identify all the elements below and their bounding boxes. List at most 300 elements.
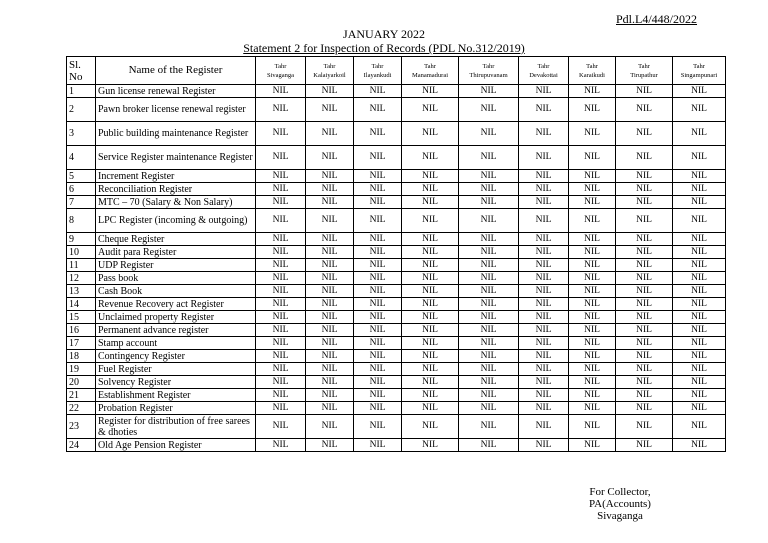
row-value-cell: NIL <box>306 98 354 122</box>
row-register-name: Pawn broker license renewal register <box>96 98 256 122</box>
row-value-cell: NIL <box>306 311 354 324</box>
row-register-name: Stamp account <box>96 337 256 350</box>
row-value-cell: NIL <box>256 402 306 415</box>
taluk-name: Devakottai <box>529 71 558 79</box>
row-value-cell: NIL <box>354 209 402 233</box>
row-value-cell: NIL <box>459 146 519 170</box>
row-sl-no: 4 <box>67 146 96 170</box>
row-sl-no: 10 <box>67 246 96 259</box>
row-value-cell: NIL <box>459 259 519 272</box>
row-value-cell: NIL <box>354 363 402 376</box>
row-value-cell: NIL <box>354 122 402 146</box>
taluk-name: Sivaganga <box>266 71 295 79</box>
row-register-name: Contingency Register <box>96 350 256 363</box>
row-value-cell: NIL <box>402 246 459 259</box>
row-sl-no: 24 <box>67 439 96 452</box>
table-row <box>67 415 726 439</box>
row-value-cell: NIL <box>306 259 354 272</box>
row-value-cell: NIL <box>459 183 519 196</box>
row-value-cell: NIL <box>354 285 402 298</box>
taluk-prefix: Tahr <box>693 62 705 70</box>
row-register-name: Solvency Register <box>96 376 256 389</box>
row-value-cell: NIL <box>402 146 459 170</box>
row-value-cell: NIL <box>616 85 673 98</box>
taluk-name: Ilayankudi <box>363 71 392 79</box>
row-register-name: Establishment Register <box>96 389 256 402</box>
table-row <box>67 233 726 246</box>
row-value-cell: NIL <box>354 196 402 209</box>
page-subtitle: Statement 2 for Inspection of Records (PDL No.312/2019) <box>243 41 525 55</box>
row-sl-no: 2 <box>67 98 96 122</box>
row-value-cell: NIL <box>306 439 354 452</box>
row-value-cell: NIL <box>256 272 306 285</box>
row-value-cell: NIL <box>306 389 354 402</box>
table-row <box>67 146 726 170</box>
table-row <box>67 389 726 402</box>
row-value-cell: NIL <box>673 415 726 439</box>
row-value-cell: NIL <box>673 337 726 350</box>
row-register-name: Gun license renewal Register <box>96 85 256 98</box>
table-row <box>67 439 726 452</box>
row-value-cell: NIL <box>354 311 402 324</box>
row-value-cell: NIL <box>354 170 402 183</box>
register-table <box>66 56 726 452</box>
row-value-cell: NIL <box>256 98 306 122</box>
row-value-cell: NIL <box>256 183 306 196</box>
row-sl-no: 17 <box>67 337 96 350</box>
row-value-cell: NIL <box>306 376 354 389</box>
column-header-taluk <box>519 57 569 85</box>
row-value-cell: NIL <box>459 298 519 311</box>
row-sl-no: 1 <box>67 85 96 98</box>
taluk-name: Manamadurai <box>411 71 449 79</box>
row-register-name: Audit para Register <box>96 246 256 259</box>
row-value-cell: NIL <box>402 402 459 415</box>
reference-number: Pdl.L4/448/2022 <box>616 12 698 26</box>
row-value-cell: NIL <box>616 285 673 298</box>
row-value-cell: NIL <box>519 337 569 350</box>
row-value-cell: NIL <box>459 376 519 389</box>
table-row <box>67 122 726 146</box>
row-value-cell: NIL <box>616 170 673 183</box>
row-value-cell: NIL <box>402 389 459 402</box>
row-value-cell: NIL <box>569 146 616 170</box>
row-value-cell: NIL <box>402 439 459 452</box>
row-sl-no: 12 <box>67 272 96 285</box>
row-value-cell: NIL <box>673 272 726 285</box>
row-value-cell: NIL <box>256 439 306 452</box>
row-register-name: Old Age Pension Register <box>96 439 256 452</box>
row-value-cell: NIL <box>673 146 726 170</box>
table-row <box>67 259 726 272</box>
column-header-taluk <box>256 57 306 85</box>
row-value-cell: NIL <box>459 209 519 233</box>
row-register-name: Probation Register <box>96 402 256 415</box>
row-value-cell: NIL <box>673 285 726 298</box>
row-value-cell: NIL <box>519 285 569 298</box>
row-value-cell: NIL <box>569 311 616 324</box>
row-value-cell: NIL <box>673 363 726 376</box>
row-value-cell: NIL <box>616 324 673 337</box>
row-value-cell: NIL <box>519 363 569 376</box>
row-value-cell: NIL <box>402 324 459 337</box>
row-register-name: Pass book <box>96 272 256 285</box>
row-value-cell: NIL <box>616 376 673 389</box>
row-value-cell: NIL <box>616 196 673 209</box>
row-value-cell: NIL <box>673 85 726 98</box>
taluk-prefix: Tahr <box>537 62 550 70</box>
row-value-cell: NIL <box>256 259 306 272</box>
table-row <box>67 350 726 363</box>
row-value-cell: NIL <box>306 209 354 233</box>
row-value-cell: NIL <box>354 272 402 285</box>
row-value-cell: NIL <box>306 402 354 415</box>
row-value-cell: NIL <box>354 376 402 389</box>
row-value-cell: NIL <box>256 233 306 246</box>
row-value-cell: NIL <box>673 233 726 246</box>
row-value-cell: NIL <box>519 272 569 285</box>
row-value-cell: NIL <box>569 183 616 196</box>
row-value-cell: NIL <box>569 363 616 376</box>
row-value-cell: NIL <box>256 285 306 298</box>
column-header-taluk <box>402 57 459 85</box>
row-value-cell: NIL <box>354 85 402 98</box>
row-value-cell: NIL <box>569 350 616 363</box>
row-value-cell: NIL <box>519 298 569 311</box>
row-value-cell: NIL <box>673 209 726 233</box>
row-value-cell: NIL <box>616 311 673 324</box>
row-value-cell: NIL <box>616 122 673 146</box>
row-value-cell: NIL <box>354 350 402 363</box>
row-value-cell: NIL <box>673 324 726 337</box>
row-value-cell: NIL <box>256 122 306 146</box>
row-value-cell: NIL <box>569 376 616 389</box>
signoff-line-1: For Collector, <box>589 486 651 498</box>
row-register-name: MTC – 70 (Salary & Non Salary) <box>96 196 256 209</box>
row-value-cell: NIL <box>354 298 402 311</box>
row-value-cell: NIL <box>673 298 726 311</box>
row-value-cell: NIL <box>519 183 569 196</box>
row-value-cell: NIL <box>673 183 726 196</box>
row-value-cell: NIL <box>569 285 616 298</box>
taluk-prefix: Tahr <box>371 62 384 70</box>
table-row <box>67 85 726 98</box>
row-value-cell: NIL <box>402 196 459 209</box>
row-value-cell: NIL <box>569 246 616 259</box>
column-header-taluk <box>459 57 519 85</box>
row-value-cell: NIL <box>306 285 354 298</box>
table-row <box>67 209 726 233</box>
row-value-cell: NIL <box>402 376 459 389</box>
row-sl-no: 16 <box>67 324 96 337</box>
row-value-cell: NIL <box>402 122 459 146</box>
row-value-cell: NIL <box>354 183 402 196</box>
row-value-cell: NIL <box>569 298 616 311</box>
row-value-cell: NIL <box>673 246 726 259</box>
row-register-name: Reconciliation Register <box>96 183 256 196</box>
row-value-cell: NIL <box>616 183 673 196</box>
row-value-cell: NIL <box>519 402 569 415</box>
row-value-cell: NIL <box>616 259 673 272</box>
row-value-cell: NIL <box>616 233 673 246</box>
row-value-cell: NIL <box>519 170 569 183</box>
row-value-cell: NIL <box>306 122 354 146</box>
row-value-cell: NIL <box>256 350 306 363</box>
row-value-cell: NIL <box>256 324 306 337</box>
table-row <box>67 246 726 259</box>
signoff-line-2: PA(Accounts) <box>589 498 651 510</box>
row-value-cell: NIL <box>256 170 306 183</box>
row-value-cell: NIL <box>569 324 616 337</box>
row-value-cell: NIL <box>354 233 402 246</box>
row-value-cell: NIL <box>616 350 673 363</box>
row-value-cell: NIL <box>569 98 616 122</box>
row-value-cell: NIL <box>519 439 569 452</box>
row-value-cell: NIL <box>402 298 459 311</box>
row-value-cell: NIL <box>354 337 402 350</box>
table-row <box>67 196 726 209</box>
row-value-cell: NIL <box>569 415 616 439</box>
row-value-cell: NIL <box>519 259 569 272</box>
row-value-cell: NIL <box>616 146 673 170</box>
row-value-cell: NIL <box>616 363 673 376</box>
row-value-cell: NIL <box>354 259 402 272</box>
row-value-cell: NIL <box>306 246 354 259</box>
column-header-taluk <box>354 57 402 85</box>
row-value-cell: NIL <box>519 122 569 146</box>
row-value-cell: NIL <box>459 402 519 415</box>
row-value-cell: NIL <box>459 122 519 146</box>
row-value-cell: NIL <box>569 209 616 233</box>
row-value-cell: NIL <box>616 272 673 285</box>
row-sl-no: 19 <box>67 363 96 376</box>
taluk-name: Singampunari <box>680 71 718 79</box>
row-value-cell: NIL <box>256 298 306 311</box>
row-value-cell: NIL <box>402 285 459 298</box>
row-value-cell: NIL <box>256 363 306 376</box>
row-value-cell: NIL <box>402 415 459 439</box>
row-value-cell: NIL <box>306 415 354 439</box>
row-sl-no: 20 <box>67 376 96 389</box>
row-value-cell: NIL <box>569 170 616 183</box>
row-value-cell: NIL <box>616 389 673 402</box>
row-value-cell: NIL <box>519 311 569 324</box>
row-register-name: Unclaimed property Register <box>96 311 256 324</box>
column-header-taluk <box>569 57 616 85</box>
taluk-prefix: Tahr <box>482 62 495 70</box>
column-header-taluk <box>673 57 726 85</box>
row-value-cell: NIL <box>519 246 569 259</box>
row-sl-no: 21 <box>67 389 96 402</box>
row-value-cell: NIL <box>519 146 569 170</box>
row-value-cell: NIL <box>569 439 616 452</box>
row-value-cell: NIL <box>519 376 569 389</box>
row-value-cell: NIL <box>519 85 569 98</box>
row-value-cell: NIL <box>459 85 519 98</box>
taluk-prefix: Tahr <box>323 62 336 70</box>
row-value-cell: NIL <box>616 415 673 439</box>
row-sl-no: 7 <box>67 196 96 209</box>
table-row <box>67 337 726 350</box>
row-value-cell: NIL <box>306 233 354 246</box>
row-value-cell: NIL <box>616 439 673 452</box>
row-sl-no: 5 <box>67 170 96 183</box>
row-value-cell: NIL <box>306 363 354 376</box>
row-value-cell: NIL <box>354 389 402 402</box>
row-value-cell: NIL <box>519 209 569 233</box>
row-value-cell: NIL <box>354 402 402 415</box>
row-value-cell: NIL <box>459 350 519 363</box>
row-value-cell: NIL <box>519 98 569 122</box>
row-sl-no: 8 <box>67 209 96 233</box>
table-row <box>67 324 726 337</box>
row-value-cell: NIL <box>569 196 616 209</box>
row-value-cell: NIL <box>569 259 616 272</box>
row-value-cell: NIL <box>354 324 402 337</box>
row-value-cell: NIL <box>402 363 459 376</box>
row-value-cell: NIL <box>569 337 616 350</box>
row-value-cell: NIL <box>256 209 306 233</box>
table-row <box>67 402 726 415</box>
row-value-cell: NIL <box>673 259 726 272</box>
row-value-cell: NIL <box>459 246 519 259</box>
row-register-name: Fuel Register <box>96 363 256 376</box>
row-sl-no: 11 <box>67 259 96 272</box>
table-row <box>67 98 726 122</box>
row-value-cell: NIL <box>306 298 354 311</box>
column-header-register-name: Name of the Register <box>96 57 256 85</box>
row-value-cell: NIL <box>256 337 306 350</box>
row-value-cell: NIL <box>459 311 519 324</box>
row-value-cell: NIL <box>256 415 306 439</box>
row-value-cell: NIL <box>459 170 519 183</box>
row-register-name: Increment Register <box>96 170 256 183</box>
row-value-cell: NIL <box>673 122 726 146</box>
row-sl-no: 3 <box>67 122 96 146</box>
row-register-name: Public building maintenance Register <box>96 122 256 146</box>
row-register-name: Cheque Register <box>96 233 256 246</box>
row-value-cell: NIL <box>256 376 306 389</box>
row-value-cell: NIL <box>519 350 569 363</box>
table-row <box>67 376 726 389</box>
row-value-cell: NIL <box>306 170 354 183</box>
row-value-cell: NIL <box>673 311 726 324</box>
row-value-cell: NIL <box>354 415 402 439</box>
row-value-cell: NIL <box>402 259 459 272</box>
signoff-line-3: Sivaganga <box>597 510 643 522</box>
row-value-cell: NIL <box>402 183 459 196</box>
row-value-cell: NIL <box>519 233 569 246</box>
row-register-name: Cash Book <box>96 285 256 298</box>
row-value-cell: NIL <box>673 389 726 402</box>
row-value-cell: NIL <box>306 196 354 209</box>
row-value-cell: NIL <box>402 170 459 183</box>
row-sl-no: 13 <box>67 285 96 298</box>
row-sl-no: 14 <box>67 298 96 311</box>
row-value-cell: NIL <box>459 324 519 337</box>
row-value-cell: NIL <box>616 298 673 311</box>
row-value-cell: NIL <box>256 146 306 170</box>
column-header-taluk <box>616 57 673 85</box>
taluk-prefix: Tahr <box>424 62 436 70</box>
taluk-prefix: Tahr <box>638 62 650 70</box>
row-value-cell: NIL <box>519 196 569 209</box>
taluk-prefix: Tahr <box>274 62 287 70</box>
row-value-cell: NIL <box>256 311 306 324</box>
row-value-cell: NIL <box>569 233 616 246</box>
row-value-cell: NIL <box>256 196 306 209</box>
row-value-cell: NIL <box>459 389 519 402</box>
row-value-cell: NIL <box>459 272 519 285</box>
row-value-cell: NIL <box>459 233 519 246</box>
row-sl-no: 23 <box>67 415 96 439</box>
row-value-cell: NIL <box>306 85 354 98</box>
row-value-cell: NIL <box>459 196 519 209</box>
row-value-cell: NIL <box>616 337 673 350</box>
row-value-cell: NIL <box>354 146 402 170</box>
table-header-row <box>67 57 726 85</box>
row-register-name: LPC Register (incoming & outgoing) <box>96 209 256 233</box>
row-value-cell: NIL <box>256 85 306 98</box>
table-row <box>67 272 726 285</box>
row-sl-no: 22 <box>67 402 96 415</box>
row-value-cell: NIL <box>519 389 569 402</box>
row-value-cell: NIL <box>402 233 459 246</box>
row-register-name: Register for distribution of free sarees & dhoties <box>96 415 256 439</box>
row-value-cell: NIL <box>306 350 354 363</box>
row-value-cell: NIL <box>402 98 459 122</box>
row-value-cell: NIL <box>402 272 459 285</box>
row-value-cell: NIL <box>616 402 673 415</box>
table-row <box>67 183 726 196</box>
row-value-cell: NIL <box>306 337 354 350</box>
row-value-cell: NIL <box>354 439 402 452</box>
column-header-sl-no: Sl. No <box>67 57 96 85</box>
row-value-cell: NIL <box>616 98 673 122</box>
table-row <box>67 363 726 376</box>
row-value-cell: NIL <box>402 337 459 350</box>
row-value-cell: NIL <box>459 337 519 350</box>
row-value-cell: NIL <box>354 98 402 122</box>
row-value-cell: NIL <box>402 350 459 363</box>
row-value-cell: NIL <box>569 85 616 98</box>
row-value-cell: NIL <box>256 246 306 259</box>
row-sl-no: 9 <box>67 233 96 246</box>
row-value-cell: NIL <box>569 122 616 146</box>
page-title: JANUARY 2022 <box>343 27 425 41</box>
row-value-cell: NIL <box>673 170 726 183</box>
row-register-name: Service Register maintenance Register <box>96 146 256 170</box>
signoff-block <box>575 486 665 522</box>
row-value-cell: NIL <box>673 402 726 415</box>
table-row <box>67 170 726 183</box>
row-value-cell: NIL <box>673 439 726 452</box>
row-value-cell: NIL <box>569 389 616 402</box>
row-value-cell: NIL <box>519 415 569 439</box>
row-value-cell: NIL <box>306 146 354 170</box>
row-value-cell: NIL <box>306 324 354 337</box>
taluk-prefix: Tahr <box>586 62 598 70</box>
row-sl-no: 6 <box>67 183 96 196</box>
row-sl-no: 18 <box>67 350 96 363</box>
row-register-name: Permanent advance register <box>96 324 256 337</box>
row-value-cell: NIL <box>402 209 459 233</box>
row-value-cell: NIL <box>616 246 673 259</box>
taluk-name: Karaikudi <box>579 71 605 79</box>
row-value-cell: NIL <box>402 85 459 98</box>
row-value-cell: NIL <box>673 350 726 363</box>
row-value-cell: NIL <box>673 98 726 122</box>
